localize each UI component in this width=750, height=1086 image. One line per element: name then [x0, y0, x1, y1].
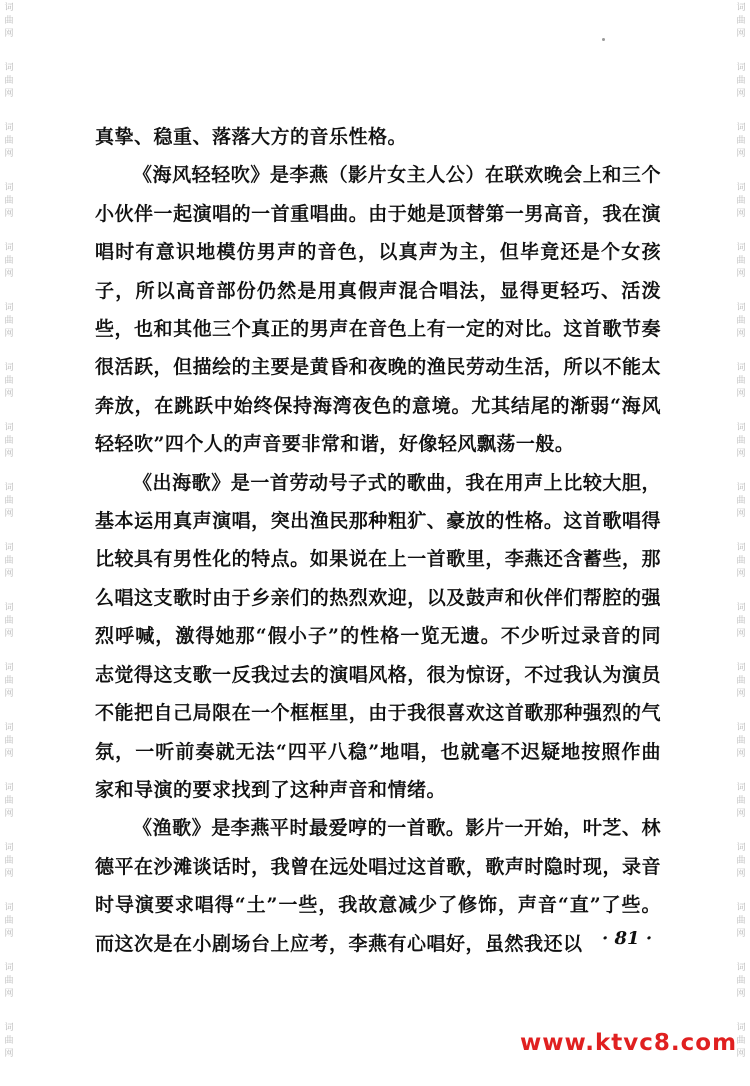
margin-mark: 词曲网	[4, 963, 14, 999]
margin-mark: 词曲网	[4, 843, 14, 879]
margin-mark: 词曲网	[736, 243, 746, 279]
margin-mark: 词曲网	[736, 183, 746, 219]
margin-mark: 词曲网	[736, 1023, 746, 1059]
margin-mark: 词曲网	[4, 783, 14, 819]
margin-mark: 词曲网	[4, 303, 14, 339]
margin-mark: 词曲网	[4, 3, 14, 39]
margin-mark: 词曲网	[4, 1023, 14, 1059]
paragraph-intro: 真挚、稳重、落落大方的音乐性格。	[95, 126, 408, 148]
margin-mark: 词曲网	[4, 243, 14, 279]
margin-mark: 词曲网	[736, 363, 746, 399]
margin-mark: 词曲网	[736, 63, 746, 99]
margin-mark: 词曲网	[4, 363, 14, 399]
margin-mark: 词曲网	[736, 303, 746, 339]
paragraph-yuge: 《渔歌》是李燕平时最爱哼的一首歌。影片一开始，叶芝、林德平在沙滩谈话时，我曾在远处唱过这首歌，歌声时隐时现，录音时导演要求唱得“土”一些，我故意减少了修饰，声音“直”了些。而这次是在小剧场台上应考，李燕有心唱好，虽然我还以	[95, 817, 661, 955]
margin-mark: 词曲网	[736, 123, 746, 159]
margin-mark: 词曲网	[4, 543, 14, 579]
scan-speck	[602, 38, 605, 41]
margin-mark: 词曲网	[736, 783, 746, 819]
margin-mark: 词曲网	[736, 663, 746, 699]
margin-mark: 词曲网	[736, 963, 746, 999]
margin-mark: 词曲网	[736, 483, 746, 519]
margin-mark: 词曲网	[4, 63, 14, 99]
margin-mark: 词曲网	[736, 723, 746, 759]
margin-mark: 词曲网	[736, 423, 746, 459]
site-watermark: www.ktvc8.com	[520, 1030, 738, 1056]
margin-mark: 词曲网	[4, 483, 14, 519]
margin-mark: 词曲网	[4, 183, 14, 219]
margin-mark: 词曲网	[4, 903, 14, 939]
margin-mark: 词曲网	[736, 543, 746, 579]
margin-mark: 词曲网	[4, 723, 14, 759]
margin-mark: 词曲网	[736, 603, 746, 639]
page-body	[95, 118, 661, 963]
margin-mark: 词曲网	[4, 603, 14, 639]
paragraph-haifeng: 《海风轻轻吹》是李燕（影片女主人公）在联欢晚会上和三个小伙伴一起演唱的一首重唱曲。由于她是顶替第一男高音，我在演唱时有意识地模仿男声的音色，以真声为主，但毕竟还是个女孩子，所以高音部份仍然是用真假声混合唱法，显得更轻巧、活泼些，也和其他三个真正的男声在音色上有一定的对比。这首歌节奏很活跃，但描绘的主要是黄昏和夜晚的渔民劳动生活，所以不能太奔放，在跳跃中始终保持海湾夜色的意境。尤其结尾的渐弱“海风轻轻吹”四个人的声音要非常和谐，好像轻风飘荡一般。	[95, 164, 661, 456]
margin-mark: 词曲网	[736, 903, 746, 939]
margin-mark: 词曲网	[4, 663, 14, 699]
margin-mark: 词曲网	[4, 423, 14, 459]
margin-mark: 词曲网	[736, 843, 746, 879]
margin-mark: 词曲网	[4, 123, 14, 159]
paragraph-chuhai: 《出海歌》是一首劳动号子式的歌曲，我在用声上比较大胆，基本运用真声演唱，突出渔民那种粗犷、豪放的性格。这首歌唱得比较具有男性化的特点。如果说在上一首歌里，李燕还含蓄些，那么唱这支歌时由于乡亲们的热烈欢迎，以及鼓声和伙伴们帮腔的强烈呼喊，激得她那“假小子”的性格一览无遗。不少听过录音的同志觉得这支歌一反我过去的演唱风格，很为惊讶，不过我认为演员不能把自己局限在一个框框里，由于我很喜欢这首歌那种强烈的气氛，一听前奏就无法“四平八稳”地唱，也就毫不迟疑地按照作曲家和导演的要求找到了这种声音和情绪。	[95, 471, 661, 801]
page-number: · 81 ·	[602, 928, 653, 949]
margin-mark: 词曲网	[736, 3, 746, 39]
